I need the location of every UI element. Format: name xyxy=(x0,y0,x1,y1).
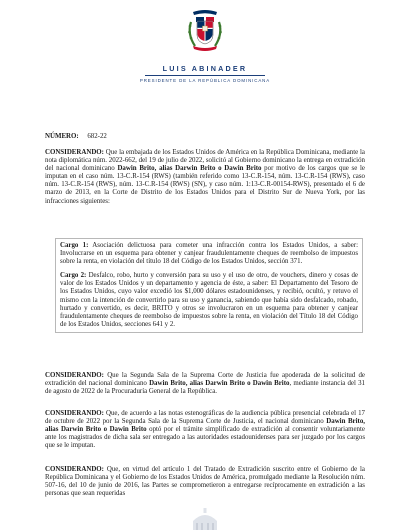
charges-box xyxy=(55,238,363,333)
bold-text: Cargo 1: xyxy=(60,242,89,249)
considerando-paragraph-2 xyxy=(45,372,365,396)
body-text: optó por el trámite simplificado de extradición al consentir voluntariamente ante los magistrados de dicha sala ser entregado a las autoridades estadounidenses para ser juzgado por los cargos que se le imputan. xyxy=(45,426,365,450)
decree-number xyxy=(45,134,107,141)
bold-text: Cargo 2: xyxy=(60,272,87,280)
body-text: Asociación delictuosa para cometer una infracción contra los Estados Unidos, a saber: Involucrarse en un esquema para obtener y canjear fraudulentamente cheques de reembolso de impuestos sobre la renta, en violación del título 18 del Código de los Estados Unidos, sección 371. xyxy=(60,242,358,266)
decree-number-label: NÚMERO: xyxy=(45,133,79,140)
coat-of-arms-logo xyxy=(185,8,225,54)
body-text: Que la embajada de los Estados Unidos de América en la República Dominicana, mediante la nota diplomática núm. 2022-662, del 19 de julio de 2022, solicitó al Gobierno dominicano la entrega en extradición del nacional dominicano xyxy=(45,149,365,173)
bold-text: CONSIDERANDO: xyxy=(45,372,104,379)
decree-number-value: 682-22 xyxy=(87,133,107,140)
bold-text: CONSIDERANDO: xyxy=(45,149,104,156)
considerando-paragraph-3 xyxy=(45,410,365,450)
body-text: Que, en virtud del artículo 1 del Tratado de Extradición suscrito entre el Gobierno de la República Dominicana y el Gobierno de los Estados Unidos de América, promulgado mediante la Resolución núm. 507-16, del 10 de junio de 2016, las Partes se comprometieron a entregarse recíprocamente en extradición a las personas que sean requeridas xyxy=(45,466,365,498)
body-text: , mediante instancia del 31 de agosto de 2022 de la Procuraduría General de la República. xyxy=(45,380,365,396)
watermark-building-icon xyxy=(190,505,220,530)
body-text: Que, de acuerdo a las notas estenográficas de la audiencia pública presencial celebrada el 17 de octubre de 2022 por la Segunda Sala de la Suprema Corte de Justicia, el nacional dominicano xyxy=(45,410,365,426)
bold-text: Dawin Brito, alias Darwin Brito o Dawin Brito xyxy=(45,418,365,434)
body-text: Que la Segunda Sala de la Suprema Corte de Justicia fue apoderada de la solicitud de extradición del nacional dominicano xyxy=(45,372,365,388)
bold-text: Dawin Brito, alias Darwin Brito o Dawin Brito xyxy=(117,165,262,173)
considerando-paragraph-4 xyxy=(45,466,365,498)
body-text: por motivo de los cargos que se le imputan en el caso núm. 13-C.R-154 (RWS) (también referido como 13-C.R-154, núm. 13-C.R-154 (RWS), caso núm. 13-C.R-154 (RWS), núm. 13-C.R-154 (RWS) (SN), y caso núm. 1:13-C.R-00154-RWS), presentado el 6 de marzo de 2013, en la Corte de Distrito de los Estados Unidos para el Distrito Sur de Nueva York, por las infracciones siguientes: xyxy=(45,165,365,205)
considerando-paragraph-1 xyxy=(45,149,365,206)
header-divider xyxy=(145,75,265,76)
body-text: Desfalco, robo, hurto y conversión para su uso y el uso de otro, de vouchers, dinero y cosas de valor de los Estados Unidos y un departamento y agencia de éste, a saber: El Departamento del Tesoro de los Estados Unidos, cuyo valor excedió los $1,000 dólares estadounidenses, y recibió, ocultó, y retuvo el mismo con la intención de convertirlo para su uso y ganancia, sabiendo que había sido desfalcado, robado, hurtado y convertido, es decir, BRITO y otros se involucraron en un esquema para obtener y canjear fraudulentamente cheques de reembolso de impuestos sobre la renta, en violación del Título 18 del Código de los Estados Unidos, secciones 641 y 2. xyxy=(60,272,358,328)
president-title: PRESIDENTE DE LA REPÚBLICA DOMINICANA xyxy=(139,78,271,83)
president-name: LUIS ABINADER xyxy=(162,64,248,73)
charge-2 xyxy=(60,272,358,329)
bold-text: Dawin Brito, alias Darwin Brito o Dawin Brito xyxy=(149,380,290,388)
bold-text: CONSIDERANDO: xyxy=(45,410,104,417)
bold-text: CONSIDERANDO: xyxy=(45,466,104,473)
charge-1 xyxy=(60,242,358,266)
